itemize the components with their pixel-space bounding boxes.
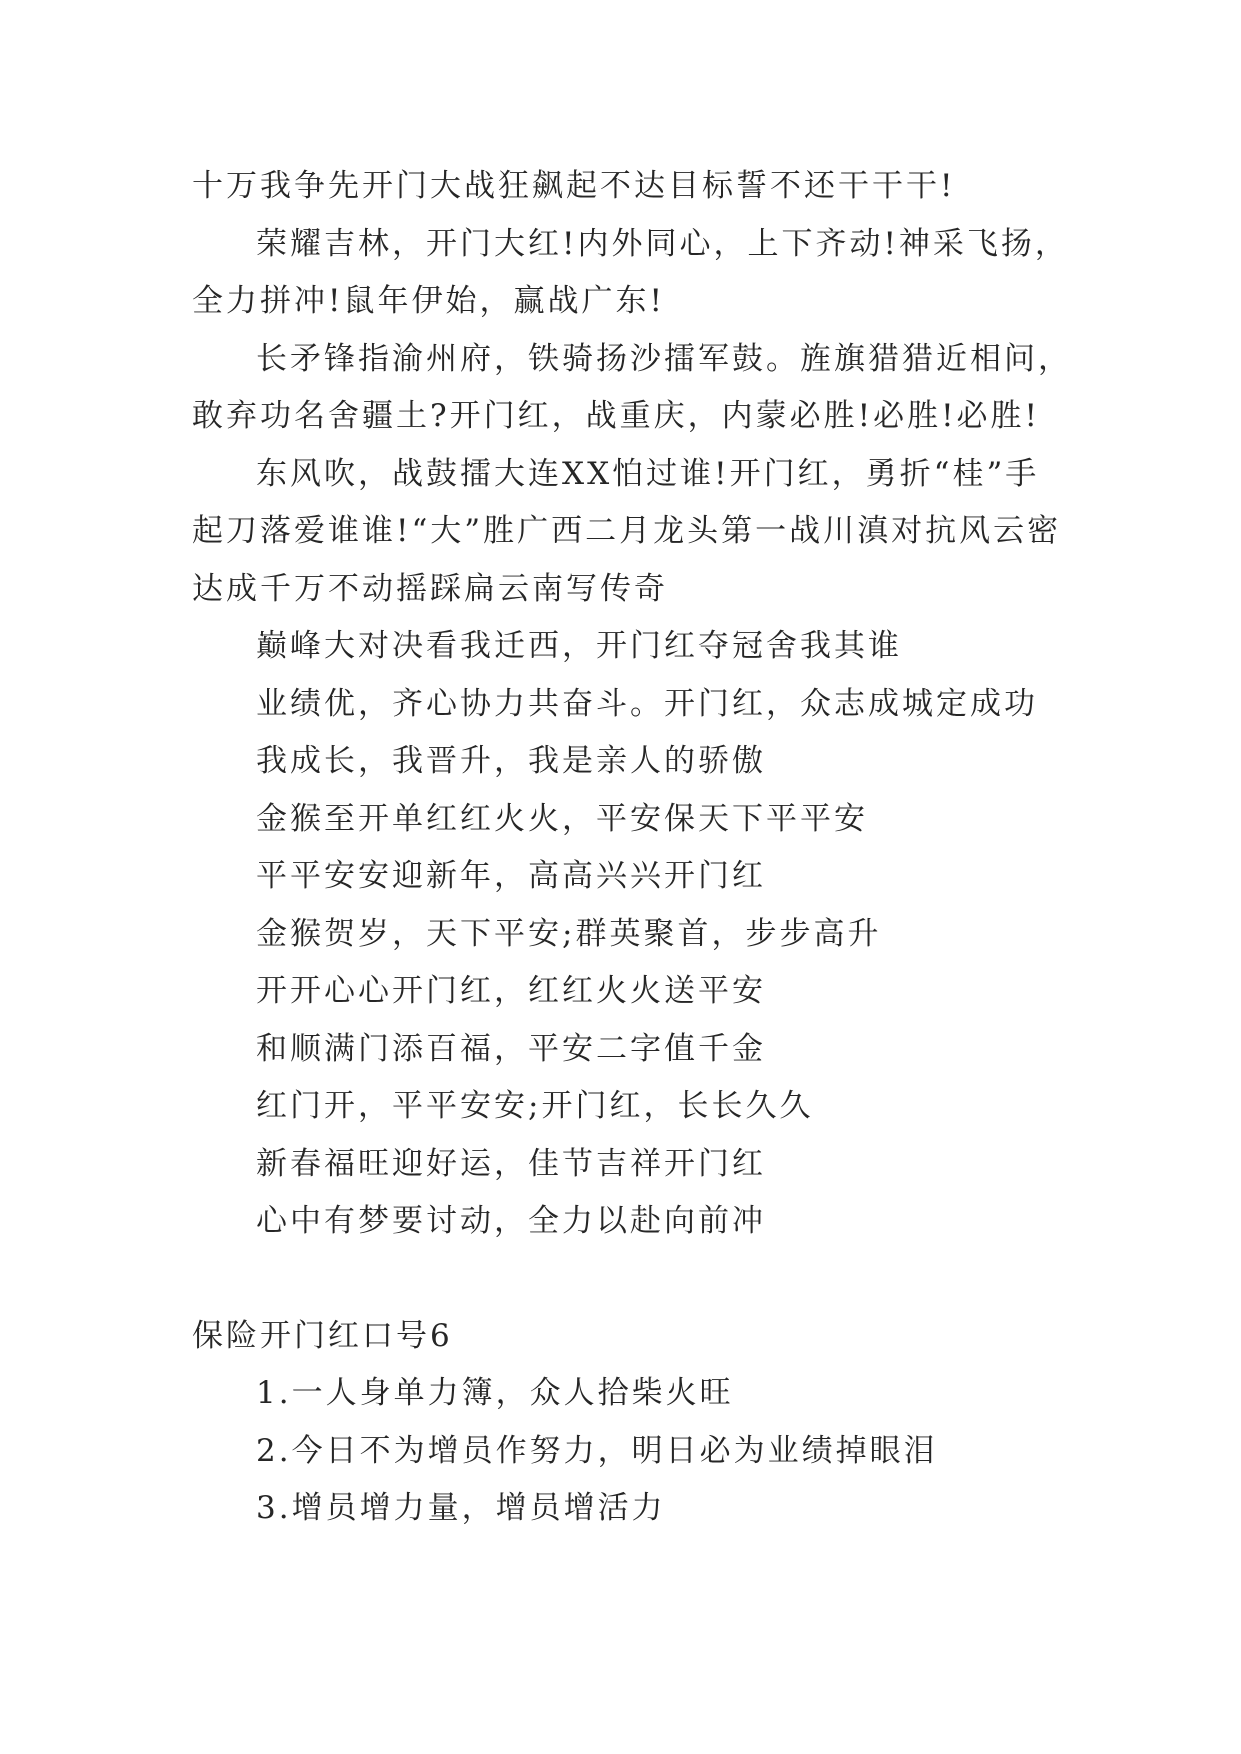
paragraph-7: 我成长，我晋升，我是亲人的骄傲 (256, 743, 766, 779)
paragraph-9: 平平安安迎新年，高高兴兴开门红 (256, 858, 766, 894)
paragraph-14: 新春福旺迎好运，佳节吉祥开门红 (256, 1145, 766, 1182)
paragraph-10: 金猴贺岁，天下平安;群英聚首，步步高升 (256, 915, 882, 952)
paragraph-5: 巅峰大对决看我迁西，开门红夺冠舍我其谁 (256, 628, 902, 664)
list-item-2: 2.今日不为增员作努力，明日必为业绩掉眼泪 (256, 1432, 938, 1469)
paragraph-8: 金猴至开单红红火火，平安保天下平平安 (256, 800, 868, 837)
paragraph-3: 长矛锋指渝州府，铁骑扬沙擂军鼓。旌旗猎猎近相问，敢弃功名舍疆土?开门红，战重庆，内蒙必胜!必胜!必胜! (192, 340, 1072, 434)
paragraph-2: 荣耀吉林，开门大红!内外同心，上下齐动!神采飞扬，全力拼冲!鼠年伊始，赢战广东! (192, 225, 1069, 319)
document-body (192, 158, 1072, 1538)
list-item-3: 3.增员增力量，增员增活力 (256, 1490, 666, 1526)
paragraph-13: 红门开，平平安安;开门红，长长久久 (256, 1088, 814, 1124)
paragraph-4: 东风吹，战鼓擂大连XX怕过谁!开门红，勇折“桂”手起刀落爱谁谁!“大”胜广西二月龙头第一战川滇对抗风云密达成千万不动摇踩扁云南写传奇 (192, 455, 1062, 607)
list-item-1: 1.一人身单力簿，众人拾柴火旺 (256, 1375, 734, 1411)
paragraph-6: 业绩优，齐心协力共奋斗。开门红，众志成城定成功 (256, 685, 1038, 722)
paragraph-1: 十万我争先开门大战狂飙起不达目标誓不还干干干! (192, 168, 956, 204)
paragraph-15: 心中有梦要讨动，全力以赴向前冲 (256, 1203, 766, 1239)
section-heading: 保险开门红口号6 (192, 1317, 453, 1354)
paragraph-11: 开开心心开门红，红红火火送平安 (256, 973, 766, 1009)
paragraph-12: 和顺满门添百福，平安二字值千金 (256, 1030, 766, 1067)
